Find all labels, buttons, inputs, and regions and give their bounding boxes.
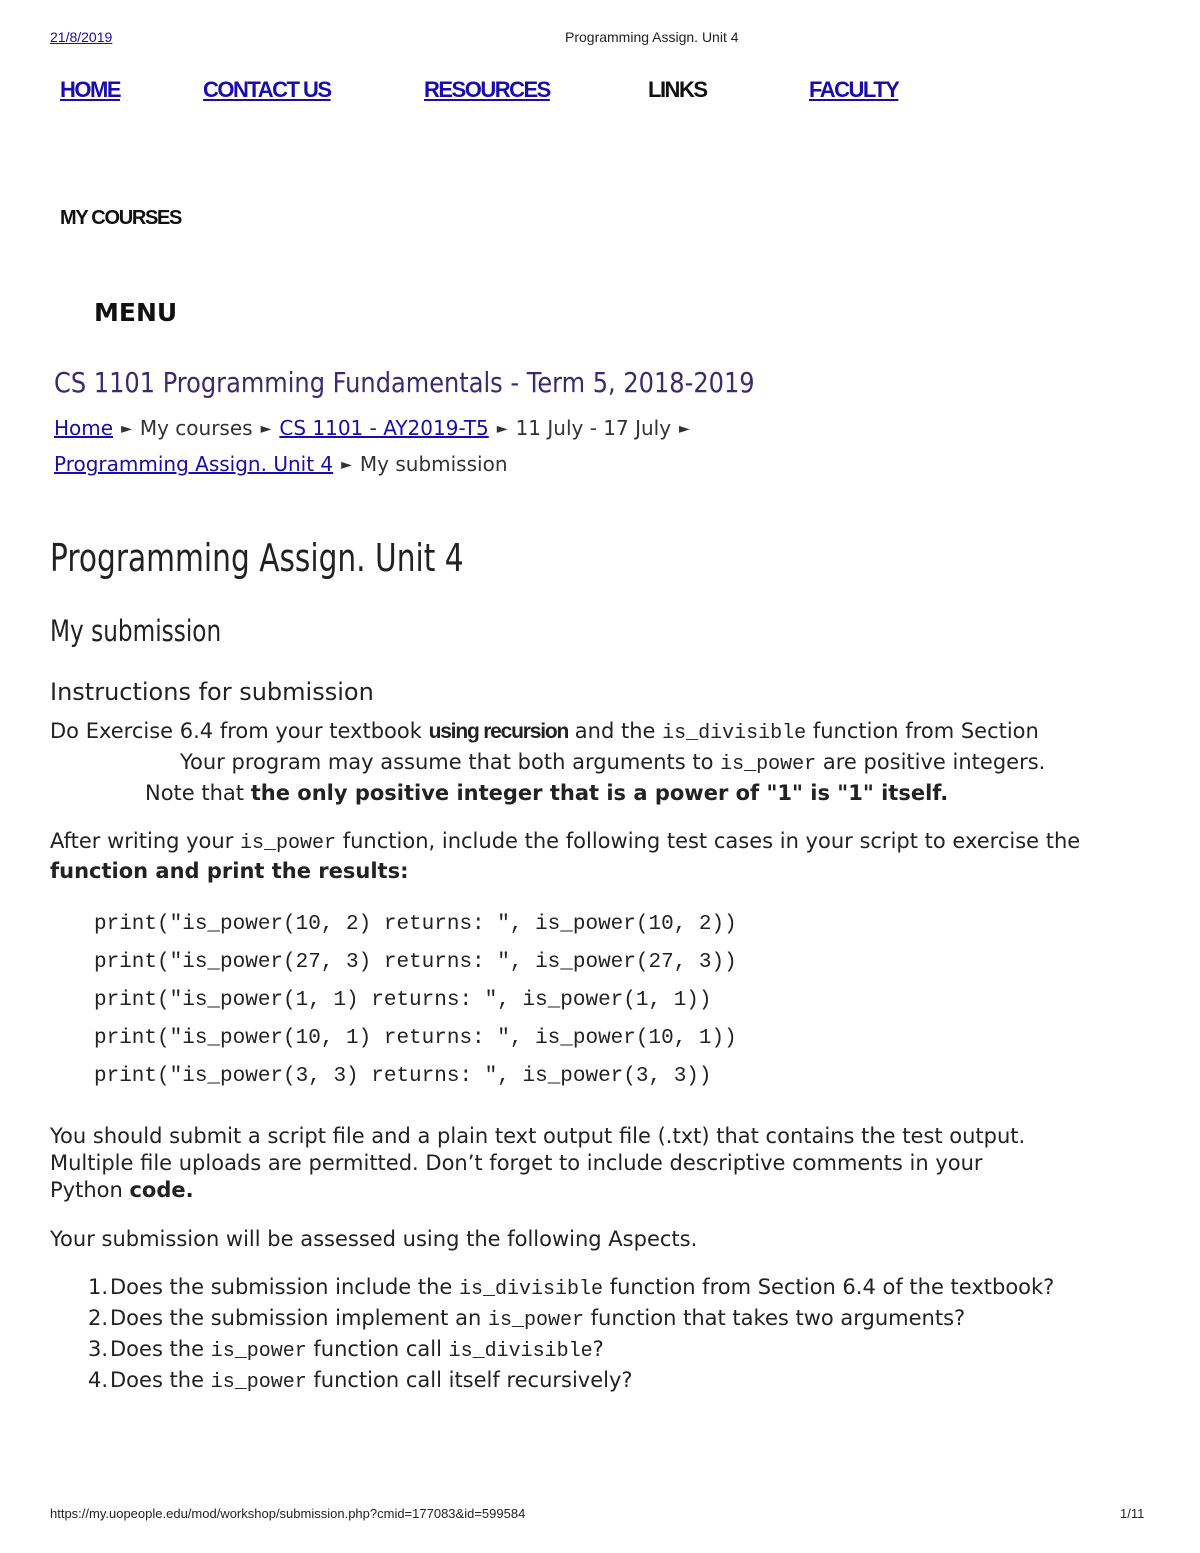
text: are positive integers. <box>816 750 1046 774</box>
text: and the <box>568 719 663 743</box>
breadcrumb-separator-icon: ► <box>496 421 508 437</box>
list-item <box>80 1275 1054 1301</box>
submission-note-line-3 <box>50 1176 194 1204</box>
print-footer-url: https://my.uopeople.edu/mod/workshop/submission.php?cmid=177083&id=599584 <box>50 1506 526 1521</box>
inline-code: is_power <box>240 832 337 855</box>
breadcrumb-separator-icon: ► <box>121 421 132 437</box>
nav-resources-link[interactable]: RESOURCES <box>424 77 550 102</box>
breadcrumb-current: My submission <box>359 452 508 476</box>
test-cases-intro-line-1 <box>50 827 1080 858</box>
breadcrumb-my-courses: My courses <box>139 416 253 440</box>
text: function call itself recursively? <box>306 1368 633 1392</box>
breadcrumb-course-link[interactable]: CS 1101 - AY2019-T5 <box>279 416 489 440</box>
text: Python <box>50 1178 130 1202</box>
emphasis-text: code. <box>129 1178 194 1202</box>
text: After writing your <box>50 829 241 853</box>
code-line: print("is_power(1, 1) returns: ", is_power(1, 1)) <box>94 989 712 1012</box>
breadcrumb-separator-icon: ► <box>341 457 352 473</box>
my-courses-menu[interactable]: MY COURSES <box>60 207 182 229</box>
print-date[interactable]: 21/8/2019 <box>50 29 113 45</box>
list-item <box>80 1337 604 1363</box>
nav-home-link[interactable]: HOME <box>60 77 120 102</box>
inline-code: is_divisible <box>662 722 807 745</box>
breadcrumb <box>54 416 698 440</box>
code-line: print("is_power(27, 3) returns: ", is_power(27, 3)) <box>94 951 737 974</box>
code-line: print("is_power(10, 2) returns: ", is_power(10, 2)) <box>94 913 737 936</box>
inline-code: is_power <box>210 1371 307 1394</box>
breadcrumb-separator-icon: ► <box>679 421 690 437</box>
text: function, include the following test cases in your script to exercise the <box>336 829 1081 853</box>
list-item <box>80 1306 965 1332</box>
emphasis-text: using recursion <box>428 720 569 743</box>
print-page-title: Programming Assign. Unit 4 <box>565 29 739 45</box>
text: ? <box>592 1337 604 1361</box>
list-number: 1. <box>87 1275 108 1299</box>
text: Your program may assume that both arguments to <box>180 750 721 774</box>
text: Do Exercise 6.4 from your textbook <box>50 719 429 743</box>
inline-code: is_power <box>210 1340 307 1363</box>
text: function from Section 6.4 of the textbook? <box>603 1275 1055 1299</box>
nav-contact-link[interactable]: CONTACT US <box>203 77 331 102</box>
page-title: Programming Assign. Unit 4 <box>50 536 464 580</box>
text: function from Section <box>806 719 1039 743</box>
submission-note-line-1: You should submit a script file and a plain text output file (.txt) that contains the test output. <box>50 1124 1026 1148</box>
submission-note-line-2: Multiple file uploads are permitted. Don’t forget to include descriptive comments in your <box>50 1151 983 1175</box>
emphasis-text: the only positive integer that is a power of "1" is "1" itself. <box>250 781 949 805</box>
text: Does the submission include the <box>110 1275 460 1299</box>
inline-code: is_power <box>487 1309 584 1332</box>
list-number: 4. <box>87 1368 108 1392</box>
inline-code: is_divisible <box>459 1278 604 1301</box>
nav-links-item[interactable]: LINKS <box>648 77 707 102</box>
instructions-line-3 <box>145 779 948 807</box>
text: Does the submission implement an <box>110 1306 488 1330</box>
text: function that takes two arguments? <box>583 1306 966 1330</box>
print-page-number: 1/11 <box>1120 1506 1145 1521</box>
instructions-line-1 <box>50 717 1039 748</box>
nav-faculty-link[interactable]: FACULTY <box>809 77 899 102</box>
test-cases-intro-line-2: function and print the results: <box>50 859 409 883</box>
inline-code: is_power <box>720 753 817 776</box>
list-number: 2. <box>87 1306 108 1330</box>
breadcrumb-home-link[interactable]: Home <box>54 416 114 440</box>
instructions-heading: Instructions for submission <box>50 678 374 706</box>
breadcrumb-line-2 <box>54 452 508 476</box>
breadcrumb-assignment-link[interactable]: Programming Assign. Unit 4 <box>54 452 334 476</box>
text: function call <box>306 1337 449 1361</box>
code-line: print("is_power(10, 1) returns: ", is_power(10, 1)) <box>94 1027 737 1050</box>
assessment-intro: Your submission will be assessed using the following Aspects. <box>50 1227 698 1251</box>
text: Does the <box>110 1368 211 1392</box>
course-title: CS 1101 Programming Fundamentals - Term 5, 2018-2019 <box>54 366 755 399</box>
section-title: My submission <box>50 614 222 648</box>
list-item <box>80 1368 633 1394</box>
list-number: 3. <box>87 1337 108 1361</box>
breadcrumb-week: 11 July - 17 July <box>515 416 672 440</box>
breadcrumb-separator-icon: ► <box>260 421 272 437</box>
text: Note that <box>145 781 251 805</box>
text: Does the <box>110 1337 211 1361</box>
menu-toggle[interactable]: MENU <box>94 298 178 327</box>
code-line: print("is_power(3, 3) returns: ", is_power(3, 3)) <box>94 1065 712 1088</box>
inline-code: is_divisible <box>448 1340 593 1363</box>
instructions-line-2 <box>180 748 1045 779</box>
